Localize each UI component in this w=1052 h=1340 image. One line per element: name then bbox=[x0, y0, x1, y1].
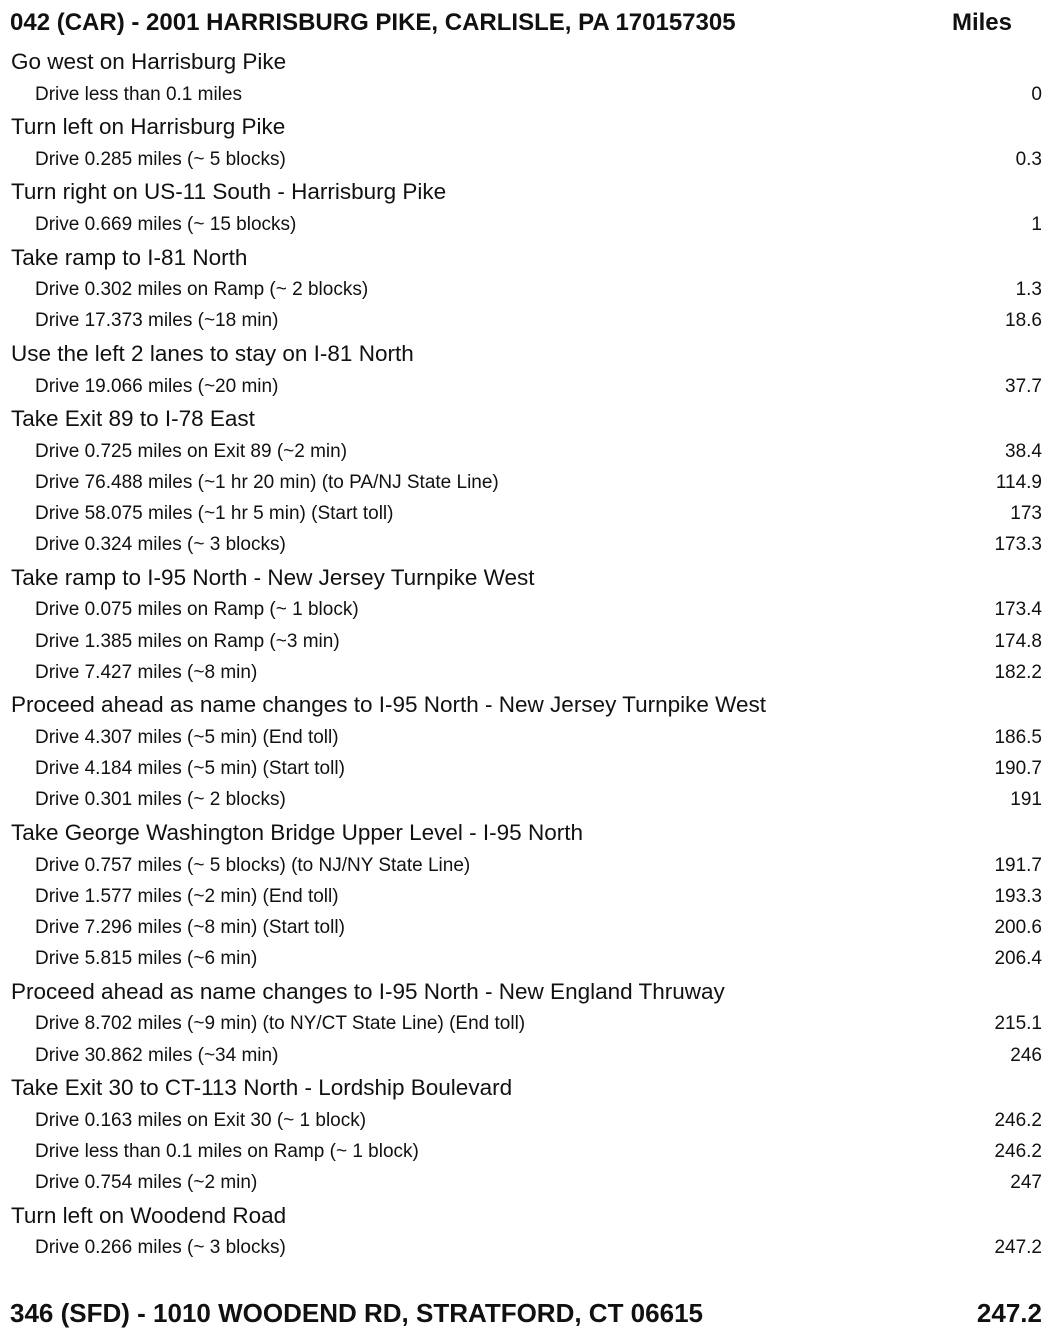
segment-text: Drive 7.296 miles (~8 min) (Start toll) bbox=[35, 916, 345, 938]
cumulative-miles: 206.4 bbox=[994, 948, 1042, 970]
drive-segment bbox=[0, 79, 1052, 110]
drive-segment bbox=[0, 275, 1052, 306]
drive-segment bbox=[0, 850, 1052, 881]
cumulative-miles: 246.2 bbox=[994, 1140, 1042, 1162]
drive-segment bbox=[0, 754, 1052, 785]
drive-segment bbox=[0, 912, 1052, 943]
cumulative-miles: 193.3 bbox=[994, 885, 1042, 907]
direction-step bbox=[0, 110, 1052, 144]
cumulative-miles: 18.6 bbox=[1005, 310, 1042, 332]
cumulative-miles: 191.7 bbox=[994, 854, 1042, 876]
direction-step bbox=[0, 402, 1052, 436]
drive-segment bbox=[0, 209, 1052, 240]
segment-text: Drive 8.702 miles (~9 min) (to NY/CT State Line) (End toll) bbox=[35, 1013, 526, 1035]
direction-step bbox=[0, 45, 1052, 79]
segment-text: Drive 4.184 miles (~5 min) (Start toll) bbox=[35, 758, 345, 780]
step-instruction: Take Exit 30 to CT-113 North - Lordship Boulevard bbox=[11, 1075, 513, 1101]
segment-text: Drive 0.757 miles (~ 5 blocks) (to NJ/NY State Line) bbox=[35, 854, 471, 876]
step-instruction: Take ramp to I-81 North bbox=[11, 244, 248, 270]
cumulative-miles: 247.2 bbox=[994, 1237, 1042, 1259]
cumulative-miles: 173.4 bbox=[994, 599, 1042, 621]
directions-list bbox=[0, 45, 1052, 1264]
drive-segment bbox=[0, 722, 1052, 753]
segment-text: Drive 17.373 miles (~18 min) bbox=[35, 310, 279, 332]
segment-text: Drive 30.862 miles (~34 min) bbox=[35, 1044, 279, 1066]
step-instruction: Take George Washington Bridge Upper Level - I-95 North bbox=[11, 820, 583, 845]
direction-step bbox=[0, 688, 1052, 722]
segment-text: Drive 0.301 miles (~ 2 blocks) bbox=[35, 789, 286, 811]
segment-text: Drive 0.725 miles on Exit 89 (~2 min) bbox=[35, 440, 348, 462]
drive-segment bbox=[0, 1105, 1052, 1136]
direction-step bbox=[0, 816, 1052, 850]
segment-text: Drive 5.815 miles (~6 min) bbox=[35, 948, 258, 970]
step-instruction: Take Exit 89 to I-78 East bbox=[11, 406, 255, 432]
drive-segment bbox=[0, 595, 1052, 626]
drive-segment bbox=[0, 499, 1052, 530]
step-instruction: Go west on Harrisburg Pike bbox=[11, 49, 287, 74]
drive-segment bbox=[0, 881, 1052, 912]
cumulative-miles: 215.1 bbox=[994, 1013, 1042, 1035]
drive-segment bbox=[0, 1040, 1052, 1071]
cumulative-miles: 173 bbox=[1010, 503, 1042, 525]
drive-segment bbox=[0, 371, 1052, 402]
origin-label: 042 (CAR) - 2001 HARRISBURG PIKE, CARLISLE, PA 170157305 bbox=[10, 9, 736, 36]
drive-segment bbox=[0, 1009, 1052, 1040]
cumulative-miles: 0 bbox=[1031, 83, 1042, 105]
cumulative-miles: 1 bbox=[1031, 213, 1042, 235]
cumulative-miles: 1.3 bbox=[1015, 279, 1042, 301]
direction-step bbox=[0, 175, 1052, 209]
segment-text: Drive 1.385 miles on Ramp (~3 min) bbox=[35, 630, 340, 652]
segment-text: Drive 76.488 miles (~1 hr 20 min) (to PA/NJ State Line) bbox=[35, 471, 499, 493]
drive-segment bbox=[0, 626, 1052, 657]
segment-text: Drive 1.577 miles (~2 min) (End toll) bbox=[35, 885, 339, 907]
cumulative-miles: 191 bbox=[1010, 789, 1042, 811]
direction-step bbox=[0, 561, 1052, 595]
cumulative-miles: 38.4 bbox=[1005, 440, 1042, 462]
direction-step bbox=[0, 241, 1052, 275]
segment-text: Drive 0.266 miles (~ 3 blocks) bbox=[35, 1237, 286, 1259]
step-instruction: Turn left on Harrisburg Pike bbox=[11, 114, 286, 140]
step-instruction: Use the left 2 lanes to stay on I-81 North bbox=[11, 340, 414, 366]
drive-segment bbox=[0, 530, 1052, 561]
drive-segment bbox=[0, 467, 1052, 498]
cumulative-miles: 200.6 bbox=[994, 916, 1042, 938]
drive-segment bbox=[0, 944, 1052, 975]
step-instruction: Take ramp to I-95 North - New Jersey Turnpike West bbox=[11, 564, 535, 590]
cumulative-miles: 173.3 bbox=[994, 534, 1042, 556]
drive-segment bbox=[0, 436, 1052, 467]
destination-footer bbox=[10, 1292, 1042, 1334]
cumulative-miles: 246 bbox=[1010, 1044, 1042, 1066]
miles-column-header: Miles bbox=[951, 9, 1012, 36]
cumulative-miles: 190.7 bbox=[994, 758, 1042, 780]
direction-step bbox=[0, 337, 1052, 371]
drive-segment bbox=[0, 1168, 1052, 1199]
segment-text: Drive 0.669 miles (~ 15 blocks) bbox=[35, 213, 297, 235]
direction-step bbox=[0, 1199, 1052, 1233]
origin-header bbox=[10, 2, 1042, 44]
segment-text: Drive 0.075 miles on Ramp (~ 1 block) bbox=[35, 599, 359, 621]
segment-text: Drive 0.302 miles on Ramp (~ 2 blocks) bbox=[35, 279, 369, 301]
cumulative-miles: 114.9 bbox=[995, 471, 1042, 493]
drive-segment bbox=[0, 144, 1052, 175]
drive-segment bbox=[0, 785, 1052, 816]
segment-text: Drive 0.163 miles on Exit 30 (~ 1 block) bbox=[35, 1109, 367, 1131]
drive-segment bbox=[0, 1136, 1052, 1167]
cumulative-miles: 182.2 bbox=[994, 661, 1042, 683]
step-instruction: Turn right on US-11 South - Harrisburg Pike bbox=[11, 179, 447, 205]
cumulative-miles: 174.8 bbox=[994, 630, 1042, 652]
destination-label: 346 (SFD) - 1010 WOODEND RD, STRATFORD, CT 06615 bbox=[10, 1297, 703, 1328]
drive-segment bbox=[0, 657, 1052, 688]
segment-text: Drive 0.754 miles (~2 min) bbox=[35, 1172, 258, 1194]
direction-step bbox=[0, 1071, 1052, 1105]
segment-text: Drive 0.324 miles (~ 3 blocks) bbox=[35, 534, 286, 556]
cumulative-miles: 0.3 bbox=[1015, 148, 1042, 170]
total-miles: 247.2 bbox=[976, 1297, 1042, 1328]
segment-text: Drive 19.066 miles (~20 min) bbox=[35, 375, 279, 397]
cumulative-miles: 246.2 bbox=[994, 1109, 1042, 1131]
cumulative-miles: 37.7 bbox=[1005, 375, 1042, 397]
cumulative-miles: 247 bbox=[1010, 1172, 1042, 1194]
step-instruction: Turn left on Woodend Road bbox=[11, 1202, 287, 1228]
step-instruction: Proceed ahead as name changes to I-95 North - New England Thruway bbox=[11, 978, 725, 1004]
direction-step bbox=[0, 975, 1052, 1009]
drive-segment bbox=[0, 1233, 1052, 1264]
drive-segment bbox=[0, 306, 1052, 337]
segment-text: Drive 0.285 miles (~ 5 blocks) bbox=[35, 148, 286, 170]
segment-text: Drive 4.307 miles (~5 min) (End toll) bbox=[35, 727, 339, 749]
step-instruction: Proceed ahead as name changes to I-95 North - New Jersey Turnpike West bbox=[11, 692, 766, 718]
cumulative-miles: 186.5 bbox=[994, 727, 1042, 749]
segment-text: Drive 7.427 miles (~8 min) bbox=[35, 661, 258, 683]
segment-text: Drive less than 0.1 miles on Ramp (~ 1 block) bbox=[35, 1140, 419, 1162]
segment-text: Drive less than 0.1 miles bbox=[35, 83, 242, 105]
segment-text: Drive 58.075 miles (~1 hr 5 min) (Start toll) bbox=[35, 503, 394, 525]
